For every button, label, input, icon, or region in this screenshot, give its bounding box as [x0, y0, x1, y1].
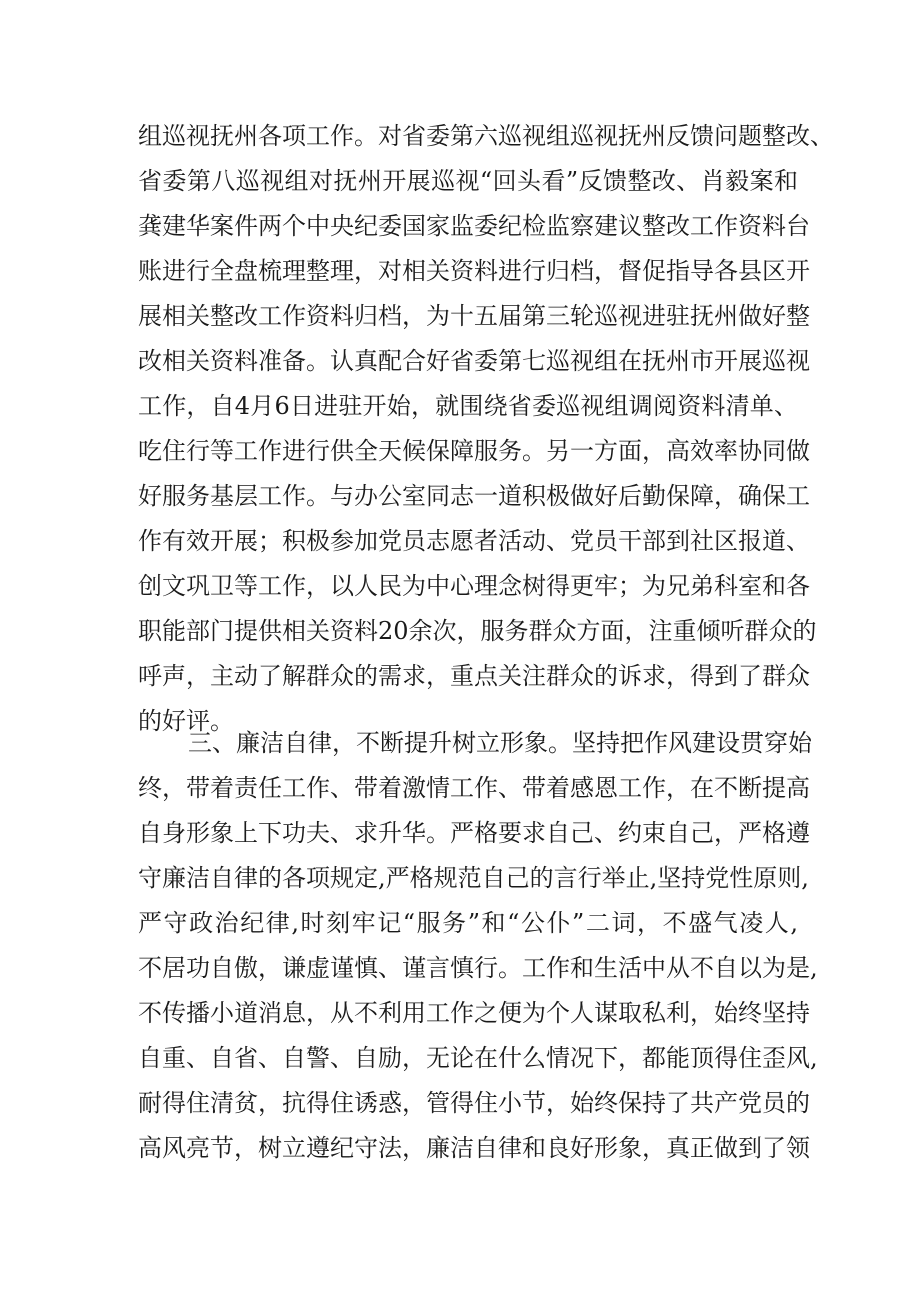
text-line: 高风亮节，树立遵纪守法，廉洁自律和良好形象，真正做到了领: [138, 1134, 810, 1162]
text-line: 省委第八巡视组对抚州开展巡视“回头看”反馈整改、肖毅案和: [138, 167, 798, 195]
text-line: 自重、自省、自警、自励，无论在什么情况下，都能顶得住歪风,: [138, 1044, 818, 1072]
text-line: 呼声，主动了解群众的需求，重点关注群众的诉求，得到了群众: [138, 662, 810, 690]
text-line: 终，带着责任工作、带着激情工作、带着感恩工作，在不断提高: [138, 774, 810, 802]
text-line: 不居功自傲，谦虚谨慎、谨言慎行。工作和生活中从不自以为是,: [138, 954, 818, 982]
text-line: 组巡视抚州各项工作。对省委第六巡视组巡视抚州反馈问题整改、: [138, 122, 834, 150]
section-heading-line: 三、廉洁自律，不断提升树立形象。坚持把作风建设贯穿始: [188, 729, 812, 757]
text-line: 自身形象上下功夫、求升华。严格要求自己、约束自己，严格遵: [138, 819, 810, 847]
text-line: 改相关资料准备。认真配合好省委第七巡视组在抚州市开展巡视: [138, 347, 810, 375]
text-line: 职能部门提供相关资料20余次，服务群众方面，注重倾听群众的: [138, 617, 817, 645]
text-line: 作有效开展；积极参加党员志愿者活动、党员干部到社区报道、: [138, 527, 810, 555]
text-line: 创文巩卫等工作，以人民为中心理念树得更牢；为兄弟科室和各: [138, 572, 810, 600]
text-line: 工作，自4月6日进驻开始，就围绕省委巡视组调阅资料清单、: [138, 392, 798, 420]
text-line: 吃住行等工作进行供全天候保障服务。另一方面，高效率协同做: [138, 437, 810, 465]
text-line: 耐得住清贫，抗得住诱惑，管得住小节，始终保持了共产党员的: [138, 1089, 810, 1117]
text-line: 龚建华案件两个中央纪委国家监委纪检监察建议整改工作资料台: [138, 212, 810, 240]
text-line: 的好评。: [138, 707, 234, 735]
text-line: 账进行全盘梳理整理，对相关资料进行归档，督促指导各县区开: [138, 257, 810, 285]
text-line: 严守政治纪律,时刻牢记“服务”和“公仆”二词，不盛气凌人,: [138, 909, 798, 937]
text-line: 守廉洁自律的各项规定,严格规范自己的言行举止,坚持党性原则,: [138, 864, 809, 892]
text-line: 不传播小道消息，从不利用工作之便为个人谋取私利，始终坚持: [138, 999, 810, 1027]
text-line: 展相关整改工作资料归档，为十五届第三轮巡视进驻抚州做好整: [138, 302, 810, 330]
text-line: 好服务基层工作。与办公室同志一道积极做好后勤保障，确保工: [138, 482, 810, 510]
